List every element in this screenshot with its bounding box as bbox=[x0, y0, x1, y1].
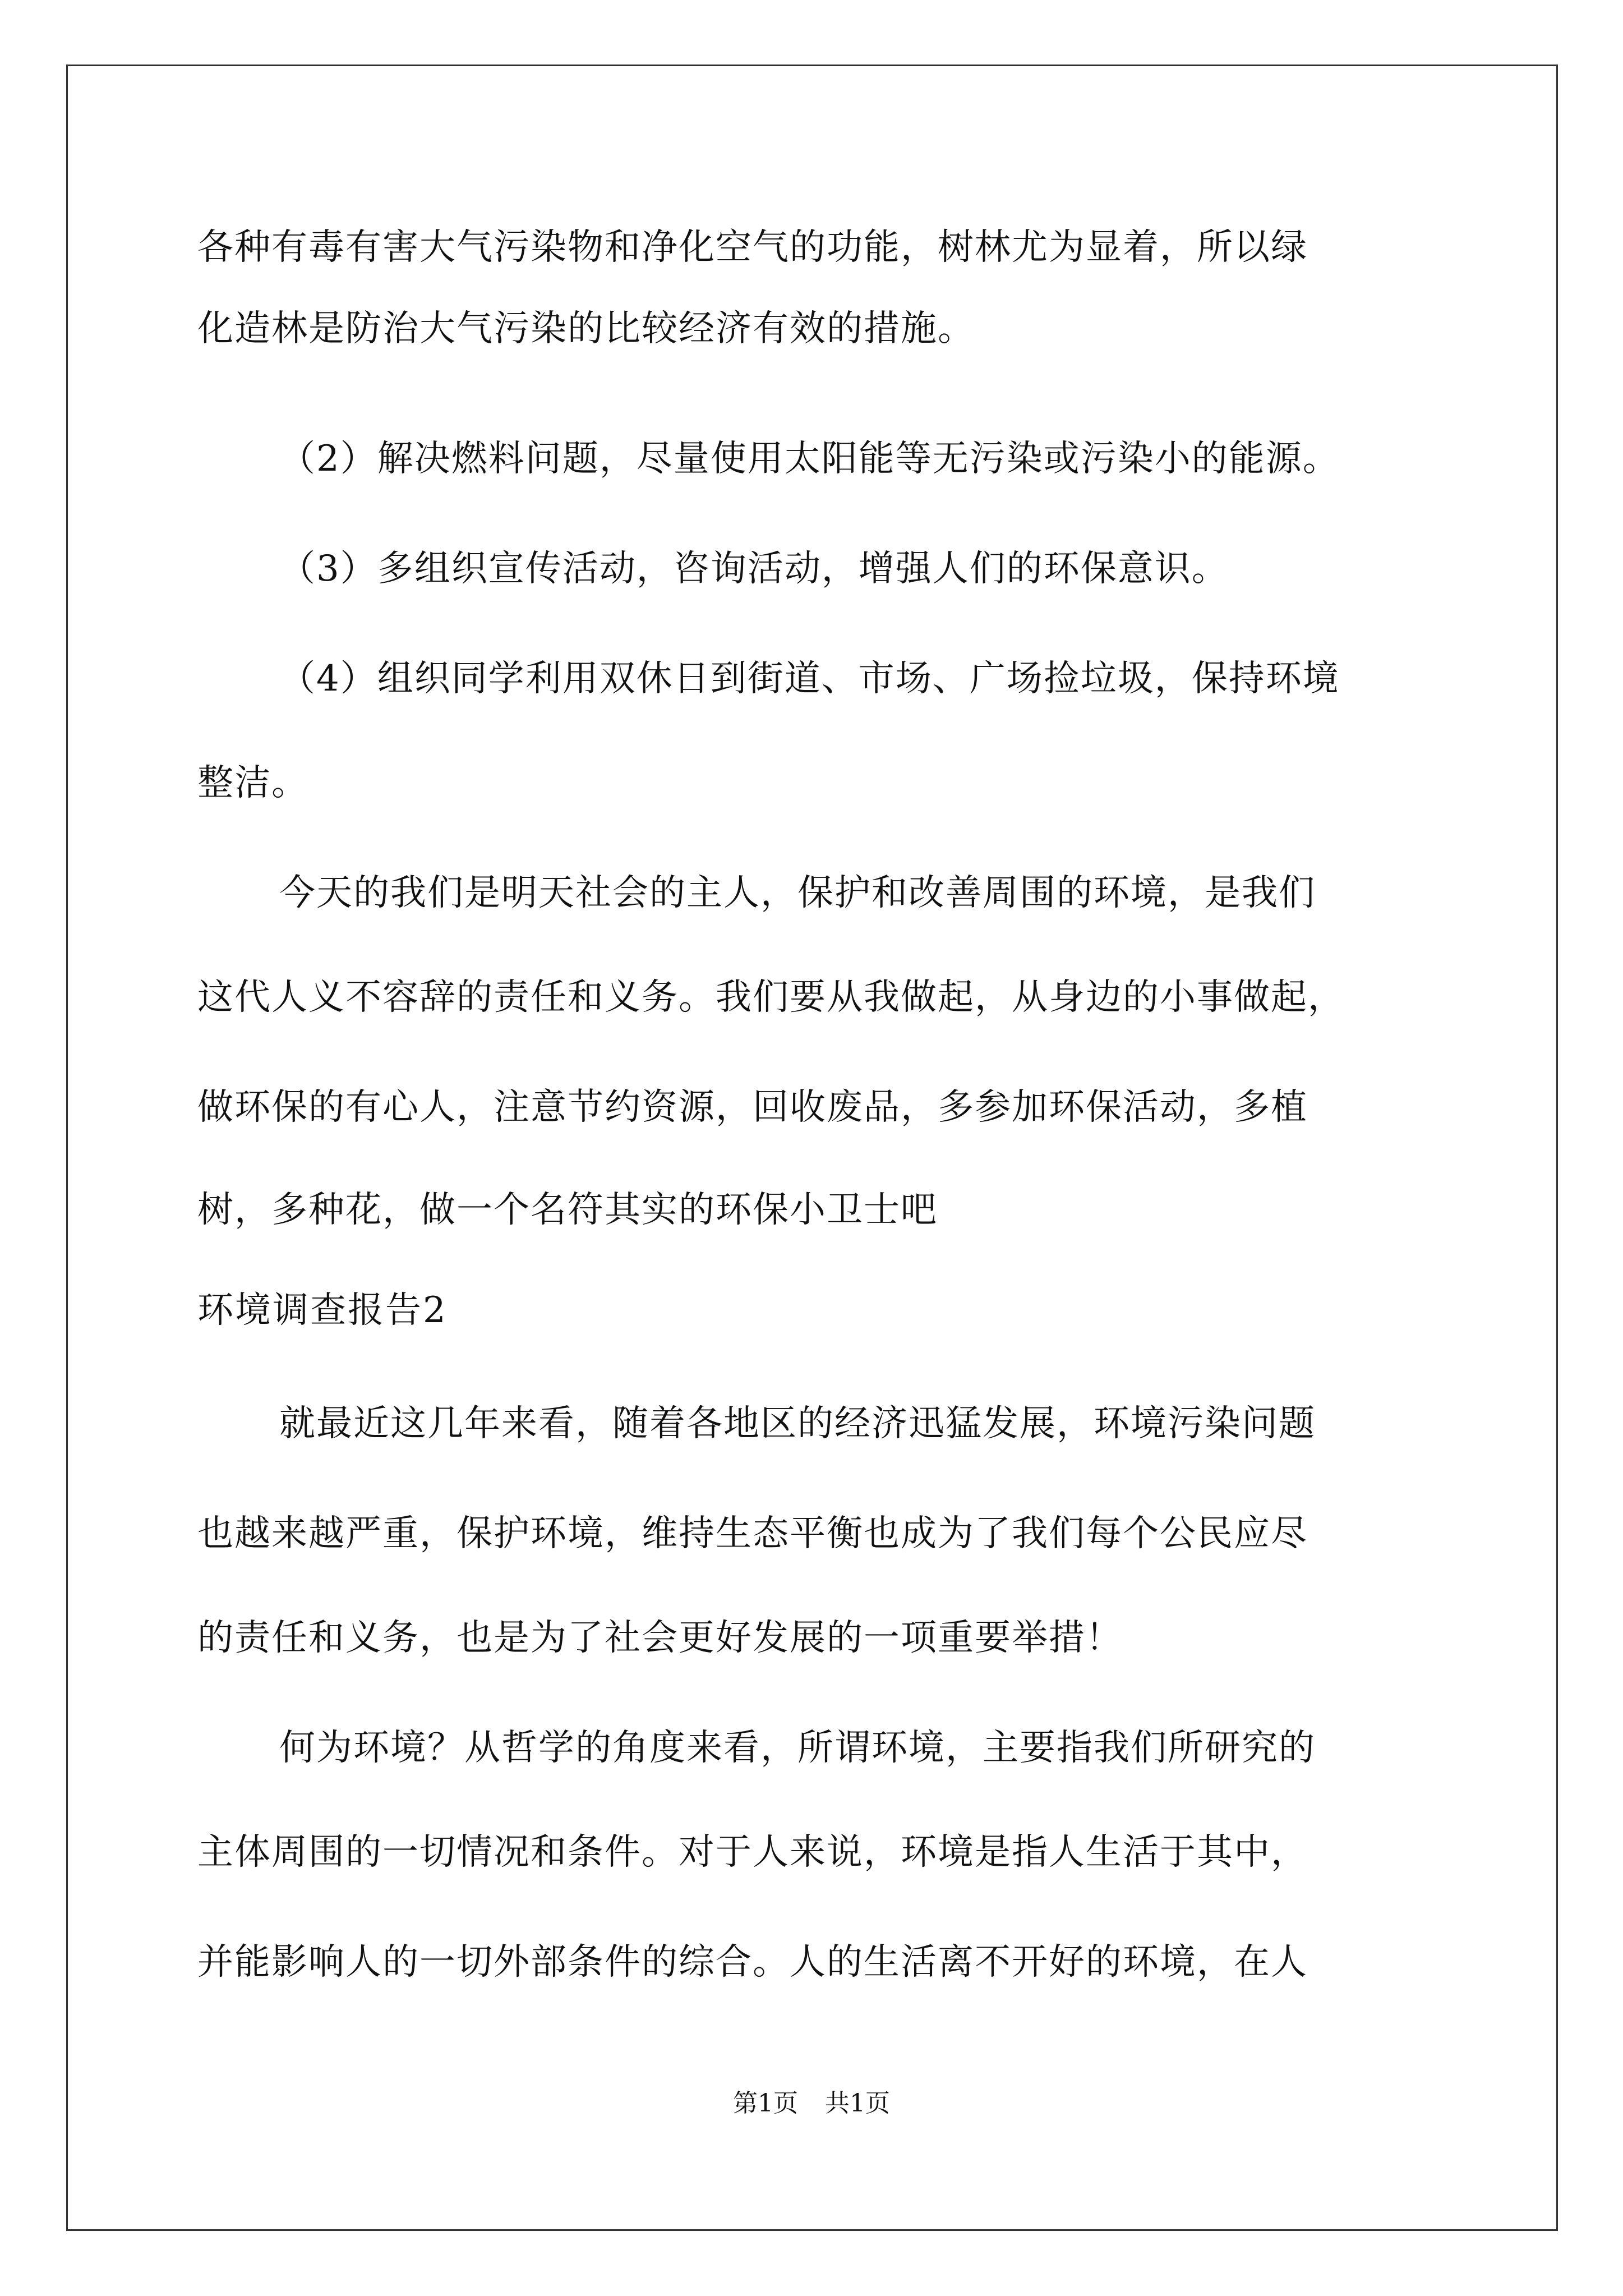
paragraph-line: 各种有毒有害大气污染物和净化空气的功能，树林尤为显着，所以绿 bbox=[197, 227, 1308, 268]
paragraph-line: 这代人义不容辞的责任和义务。我们要从我做起，从身边的小事做起， bbox=[197, 977, 1345, 1018]
paragraph-line: 主体周围的一切情况和条件。对于人来说，环境是指人生活于其中， bbox=[197, 1832, 1308, 1873]
paragraph-line: （3）多组织宣传活动，咨询活动，增强人们的环保意识。 bbox=[279, 548, 1229, 590]
paragraph-line: 今天的我们是明天社会的主人，保护和改善周围的环境，是我们 bbox=[279, 872, 1316, 914]
paragraph-line: 何为环境？从哲学的角度来看，所谓环境，主要指我们所研究的 bbox=[279, 1727, 1316, 1769]
paragraph-line: 化造林是防治大气污染的比较经济有效的措施。 bbox=[197, 308, 975, 349]
paragraph-line: 就最近这几年来看，随着各地区的经济迅猛发展，环境污染问题 bbox=[279, 1403, 1316, 1444]
paragraph-line: 做环保的有心人，注意节约资源，回收废品，多参加环保活动，多植 bbox=[197, 1087, 1308, 1128]
page-total: 共1页 bbox=[825, 2089, 890, 2118]
paragraph-line: 并能影响人的一切外部条件的综合。人的生活离不开好的环境，在人 bbox=[197, 1941, 1308, 1983]
page-footer bbox=[0, 2087, 1623, 2120]
paragraph-line: 树，多种花，做一个名符其实的环保小卫士吧 bbox=[197, 1189, 938, 1231]
paragraph-line: 也越来越严重，保护环境，维持生态平衡也成为了我们每个公民应尽 bbox=[197, 1513, 1308, 1554]
page-border bbox=[66, 65, 1558, 2231]
paragraph-line: （2）解决燃料问题，尽量使用太阳能等无污染或污染小的能源。 bbox=[279, 438, 1340, 480]
paragraph-line: 的责任和义务，也是为了社会更好发展的一项重要举措！ bbox=[197, 1617, 1123, 1659]
paragraph-line: （4）组织同学利用双休日到街道、市场、广场捡垃圾，保持环境 bbox=[279, 658, 1340, 700]
paragraph-line: 整洁。 bbox=[197, 762, 308, 804]
page-number: 第1页 bbox=[733, 2089, 798, 2118]
section-heading: 环境调查报告2 bbox=[197, 1290, 448, 1331]
